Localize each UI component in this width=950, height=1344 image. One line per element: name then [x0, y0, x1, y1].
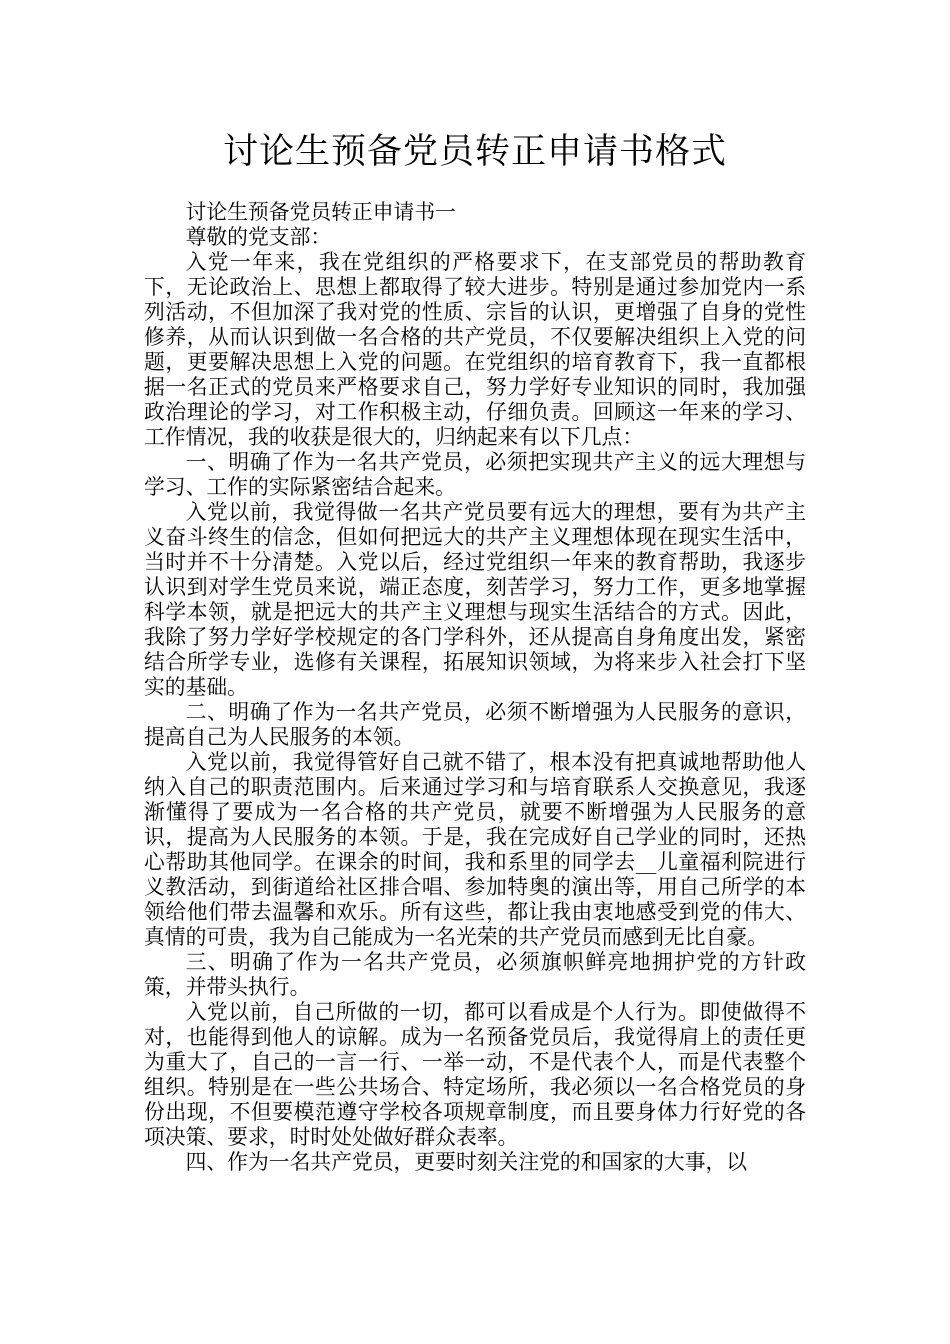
body-paragraph: 入党以前，我觉得做一名共产党员要有远大的理想，要有为共产主义奋斗终生的信念，但如何把远大的共产主义理想体现在现实生活中，当时并不十分清楚。入党以后，经过党组织一年来的教育帮助，我逐步认识到对学生党员来说，端正态度，刻苦学习，努力工作，更多地掌握科学本领，就是把远大的共产主义理想与现实生活结合的方式。因此，我除了努力学好学校规定的各门学科外，还从提高自身角度出发，紧密结合所学专业，选修有关课程，拓展知识领域，为将来步入社会打下坚实的基础。 [144, 500, 806, 699]
body-paragraph: 入党以前，自己所做的一切，都可以看成是个人行为。即使做得不对，也能得到他人的谅解。成为一名预备党员后，我觉得肩上的责任更为重大了，自己的一言一行、一举一动，不是代表个人，而是代表整个组织。特别是在一些公共场合、特定场所，我必须以一名合格党员的身份出现，不但要模范遵守学校各项规章制度，而且要身体力行好党的各项决策、要求，时时处处做好群众表率。 [144, 1000, 806, 1149]
point-heading-4: 四、作为一名共产党员，更要时刻关注党的和国家的大事，以 [185, 1150, 748, 1174]
document-subtitle: 讨论生预备党员转正申请书一 [185, 200, 456, 224]
document-page [144, 0, 806, 1175]
point-heading-2: 二、明确了作为一名共产党员，必须不断增强为人民服务的意识，提高自己为人民服务的本领。 [144, 700, 806, 749]
body-paragraph: 入党一年来，我在党组织的严格要求下，在支部党员的帮助教育下，无论政治上、思想上都取得了较大进步。特别是通过参加党内一系列活动，不但加深了我对党的性质、宗旨的认识，更增强了自身的党性修养，从而认识到做一名合格的共产党员，不仅要解决组织上入党的问题，更要解决思想上入党的问题。在党组织的培育教育下，我一直都根据一名正式的党员来严格要求自己，努力学好专业知识的同时，我加强政治理论的学习，对工作积极主动，仔细负责。回顾这一年来的学习、工作情况，我的收获是很大的，归纳起来有以下几点： [144, 250, 806, 449]
salutation: 尊敬的党支部： [185, 225, 332, 249]
body-paragraph: 入党以前，我觉得管好自己就不错了，根本没有把真诚地帮助他人纳入自己的职责范围内。后来通过学习和与培育联系人交换意见，我逐渐懂得了要成为一名合格的共产党员，就要不断增强为人民服务的意识，提高为人民服务的本领。于是，我在完成好自己学业的同时，还热心帮助其他同学。在课余的时间，我和系里的同学去__儿童福利院进行义教活动，到街道给社区排合唱、参加特奥的演出等，用自己所学的本领给他们带去温馨和欢乐。所有这些，都让我由衷地感受到党的伟大、真情的可贵，我为自己能成为一名光荣的共产党员而感到无比自豪。 [144, 750, 806, 949]
point-heading-1: 一、明确了作为一名共产党员，必须把实现共产主义的远大理想与学习、工作的实际紧密结合起来。 [144, 450, 806, 499]
document-body [144, 200, 806, 1175]
document-title: 讨论生预备党员转正申请书格式 [222, 132, 727, 172]
point-heading-3: 三、明确了作为一名共产党员，必须旗帜鲜亮地拥护党的方针政策，并带头执行。 [144, 950, 806, 999]
